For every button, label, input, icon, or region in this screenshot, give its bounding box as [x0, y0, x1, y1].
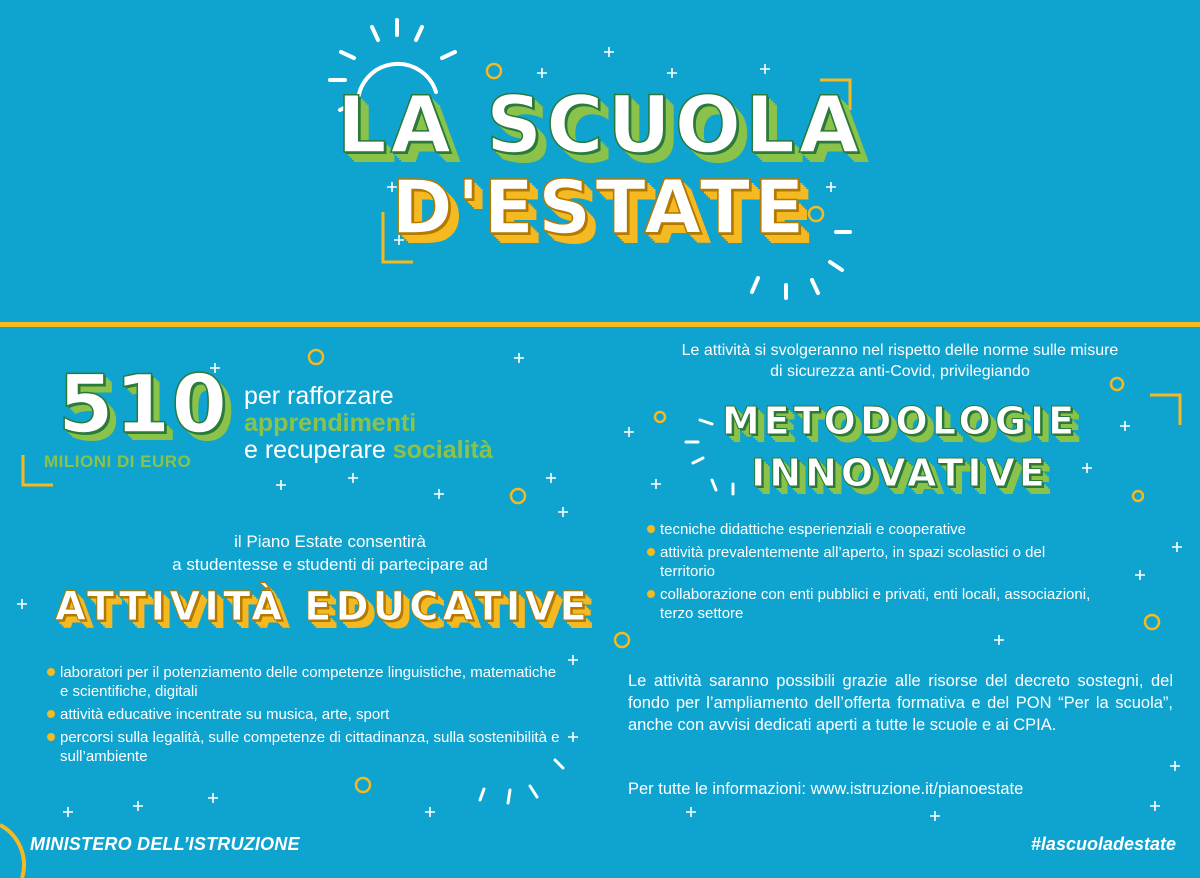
- section-title-activities: ATTIVITÀ EDUCATIVE: [55, 584, 591, 630]
- methods-title-line2: INNOVATIVE: [751, 451, 1049, 495]
- right-intro: [600, 340, 1200, 382]
- funding-tagline: [244, 383, 493, 464]
- list-item: percorsi sulla legalità, sulle competenze di cittadinanza, sulla sostenibilità e sull’ambiente: [47, 728, 567, 766]
- hero-title-line2: D'ESTATE: [391, 165, 809, 251]
- right-bullet-list: [647, 520, 1097, 627]
- hashtag: #lascuoladestate: [1030, 834, 1176, 854]
- right-intro-line1: Le attività si svolgeranno nel rispetto delle norme sulle misure: [681, 342, 1119, 359]
- tagline-accent1: apprendimenti: [244, 409, 417, 437]
- right-intro-line2: di sicurezza anti-Covid, privilegiando: [770, 363, 1030, 380]
- arc-icon: [0, 825, 24, 878]
- left-intro-line1: il Piano Estate consentirà: [234, 532, 426, 551]
- section-title-methods: [720, 395, 1080, 499]
- funding-details: Le attività saranno possibili grazie alle risorse del decreto sostegni, del fondo per l’ampliamento dell’offerta formativa e del PON “Per la scuola”, anche con avvisi dedicati aperti a tutte le scuole e ai CPIA.: [628, 672, 1173, 734]
- list-item: laboratori per il potenziamento delle competenze linguistiche, matematiche e scientifiche, digitali: [47, 663, 567, 701]
- hero-title-line1: LA SCUOLA: [336, 81, 864, 171]
- info-link[interactable]: Per tutte le informazioni: www.istruzione.it/pianoestate: [628, 780, 1024, 798]
- ministry-logo-text: MINISTERO DELL’ISTRUZIONE: [30, 834, 300, 854]
- tagline-line3-prefix: e recuperare: [244, 436, 393, 464]
- divider: [0, 322, 1200, 327]
- list-item: attività prevalentemente all’aperto, in spazi scolastici o del territorio: [647, 543, 1097, 581]
- methods-title-line1: METODOLOGIE: [721, 399, 1079, 443]
- list-item: attività educative incentrate su musica, arte, sport: [47, 705, 567, 724]
- list-item: collaborazione con enti pubblici e privati, enti locali, associazioni, terzo settore: [647, 585, 1097, 623]
- tagline-line3: [244, 437, 493, 464]
- left-intro: [90, 530, 570, 576]
- funding-amount: 510: [58, 358, 228, 451]
- list-item: tecniche didattiche esperienziali e cooperative: [647, 520, 1097, 539]
- left-bullet-list: [47, 663, 567, 770]
- left-intro-line2: a studentesse e studenti di partecipare ad: [172, 555, 488, 574]
- tagline-line1: per rafforzare: [244, 382, 394, 410]
- tagline-accent2: socialità: [392, 436, 493, 464]
- funding-unit: MILIONI DI EURO: [44, 452, 192, 471]
